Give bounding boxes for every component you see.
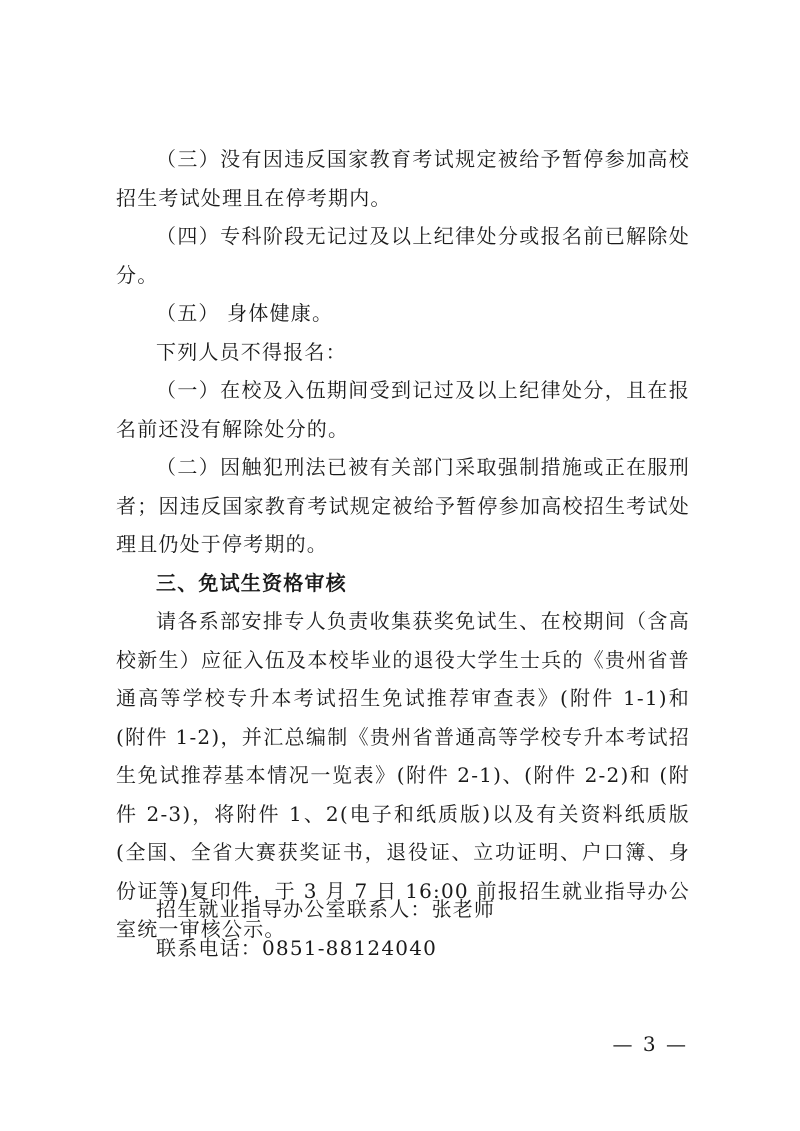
paragraph-exemption-instructions: 请各系部安排专人负责收集获奖免试生、在校期间（含高校新生）应征入伍及本校毕业的退役大学生士兵的《贵州省普通高等学校专升本考试招生免试推荐审查表》(附件 1-1)和(附件 1-2)，并汇总编制《贵州省普通高等学校专升本考试招生免试推荐基本情况一览表》(附件 2-1)、(附件 2-2)和 (附件 2-3)，将附件 1、2(电子和纸质版)以及有关资料纸质版(全国、全省大赛获奖证书，退役证、立功证明、户口簿、身份证等)复印件，于 3 月 7 日 16:00 前报招生就业指导办公室统一审核公示。: [116, 609, 690, 941]
paragraph-condition-4: （四）专科阶段无记过及以上纪律处分或报名前已解除处分。: [116, 224, 690, 287]
paragraph-condition-3: （三）没有因违反国家教育考试规定被给予暂停参加高校招生考试处理且在停考期内。: [116, 147, 690, 210]
document-body: [116, 140, 690, 949]
contact-phone: 联系电话：0851-88124040: [156, 935, 438, 960]
paragraph-exclusion-1: （一）在校及入伍期间受到记过及以上纪律处分，且在报名前还没有解除处分的。: [116, 378, 690, 441]
paragraph-exclusion-heading: 下列人员不得报名：: [156, 339, 347, 364]
section-heading-exemption-review: 三、免试生资格审核: [156, 570, 347, 595]
contact-block: [116, 890, 690, 967]
contact-person: 招生就业指导办公室联系人：张老师: [156, 897, 496, 921]
paragraph-condition-5: （五） 身体健康。: [156, 301, 334, 325]
page-number: — 3 —: [612, 1032, 688, 1056]
paragraph-exclusion-2: （二）因触犯刑法已被有关部门采取强制措施或正在服刑者；因违反国家教育考试规定被给予暂停参加高校招生考试处理且仍处于停考期的。: [116, 455, 690, 556]
